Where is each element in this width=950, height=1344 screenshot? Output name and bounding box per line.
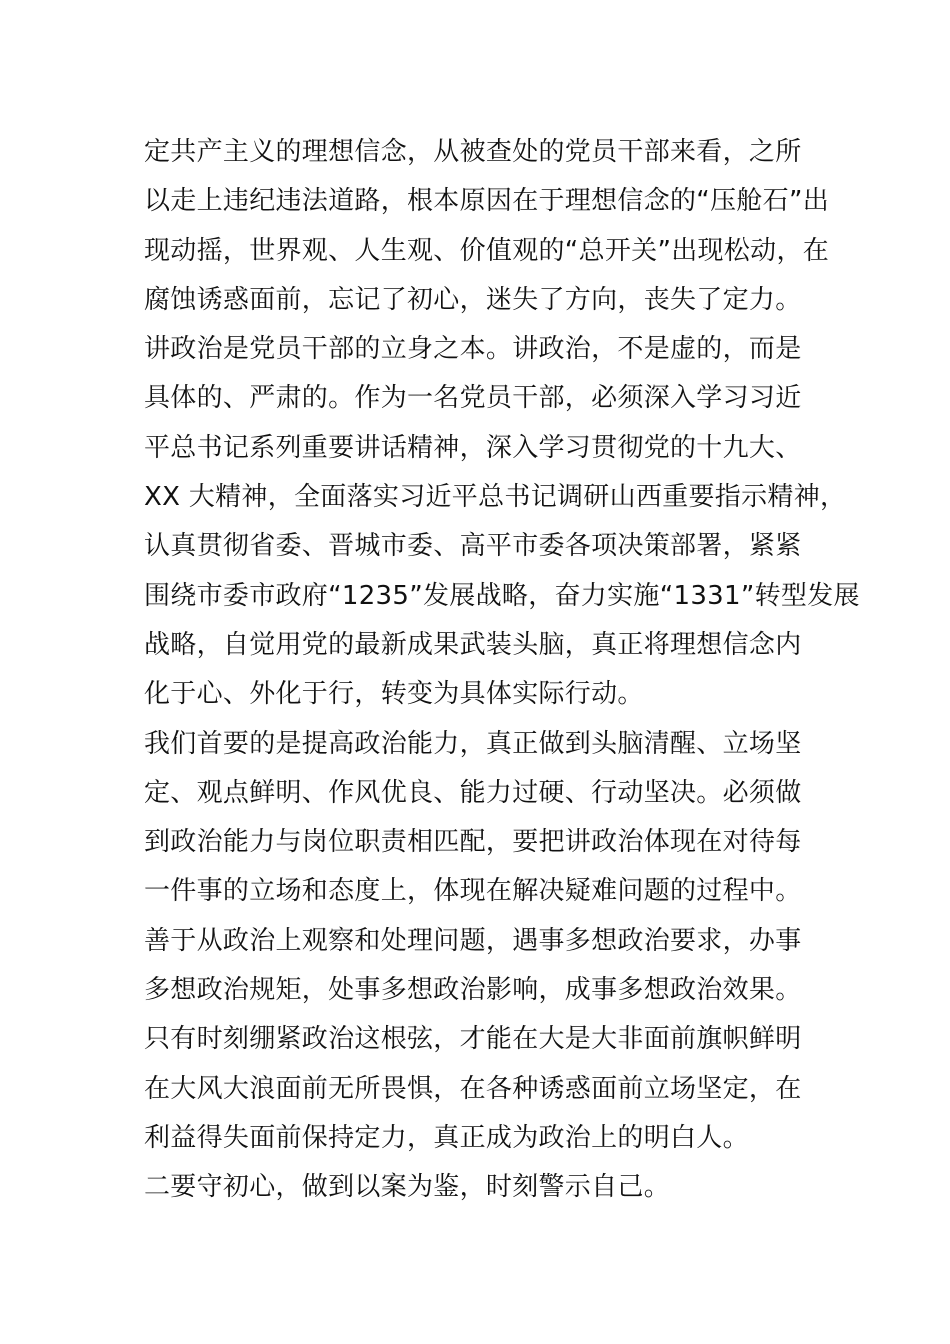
text-line: 定、观点鲜明、作风优良、能力过硬、行动坚决。必须做 bbox=[144, 777, 802, 808]
text-line: 讲政治是党员干部的立身之本。讲政治，不是虚的，而是 bbox=[144, 334, 802, 365]
document-body bbox=[144, 128, 860, 1213]
text-line: 我们首要的是提高政治能力，真正做到头脑清醒、立场坚 bbox=[144, 728, 802, 759]
text-line: 二要守初心，做到以案为鉴，时刻警示自己。 bbox=[144, 1172, 671, 1203]
text-line: 善于从政治上观察和处理问题，遇事多想政治要求，办事 bbox=[144, 925, 802, 956]
text-line: 到政治能力与岗位职责相匹配，要把讲政治体现在对待每 bbox=[144, 827, 802, 858]
text-line: 腐蚀诱惑面前，忘记了初心，迷失了方向，丧失了定力。 bbox=[144, 284, 802, 315]
text-line: 现动摇，世界观、人生观、价值观的“总开关”出现松动，在 bbox=[144, 235, 830, 266]
text-line: XX 大精神，全面落实习近平总书记调研山西重要指示精神， bbox=[144, 482, 847, 513]
text-line: 一件事的立场和态度上，体现在解决疑难问题的过程中。 bbox=[144, 876, 802, 907]
text-line: 认真贯彻省委、晋城市委、高平市委各项决策部署，紧紧 bbox=[144, 531, 802, 562]
text-line: 只有时刻绷紧政治这根弦，才能在大是大非面前旗帜鲜明 bbox=[144, 1024, 802, 1055]
text-line: 具体的、严肃的。作为一名党员干部，必须深入学习习近 bbox=[144, 383, 802, 414]
text-line: 战略，自觉用党的最新成果武装头脑，真正将理想信念内 bbox=[144, 629, 802, 660]
text-line: 以走上违纪违法道路，根本原因在于理想信念的“压舱石”出 bbox=[144, 186, 830, 217]
text-line: 化于心、外化于行，转变为具体实际行动。 bbox=[144, 679, 644, 710]
text-line: 围绕市委市政府“1235”发展战略，奋力实施“1331”转型发展 bbox=[144, 580, 860, 611]
text-line: 利益得失面前保持定力，真正成为政治上的明白人。 bbox=[144, 1122, 749, 1153]
text-line: 定共产主义的理想信念，从被查处的党员干部来看，之所 bbox=[144, 137, 802, 167]
text-line: 在大风大浪面前无所畏惧，在各种诱惑面前立场坚定，在 bbox=[144, 1073, 802, 1104]
text-line: 平总书记系列重要讲话精神，深入学习贯彻党的十九大、 bbox=[144, 432, 802, 463]
text-line: 多想政治规矩，处事多想政治影响，成事多想政治效果。 bbox=[144, 975, 802, 1006]
